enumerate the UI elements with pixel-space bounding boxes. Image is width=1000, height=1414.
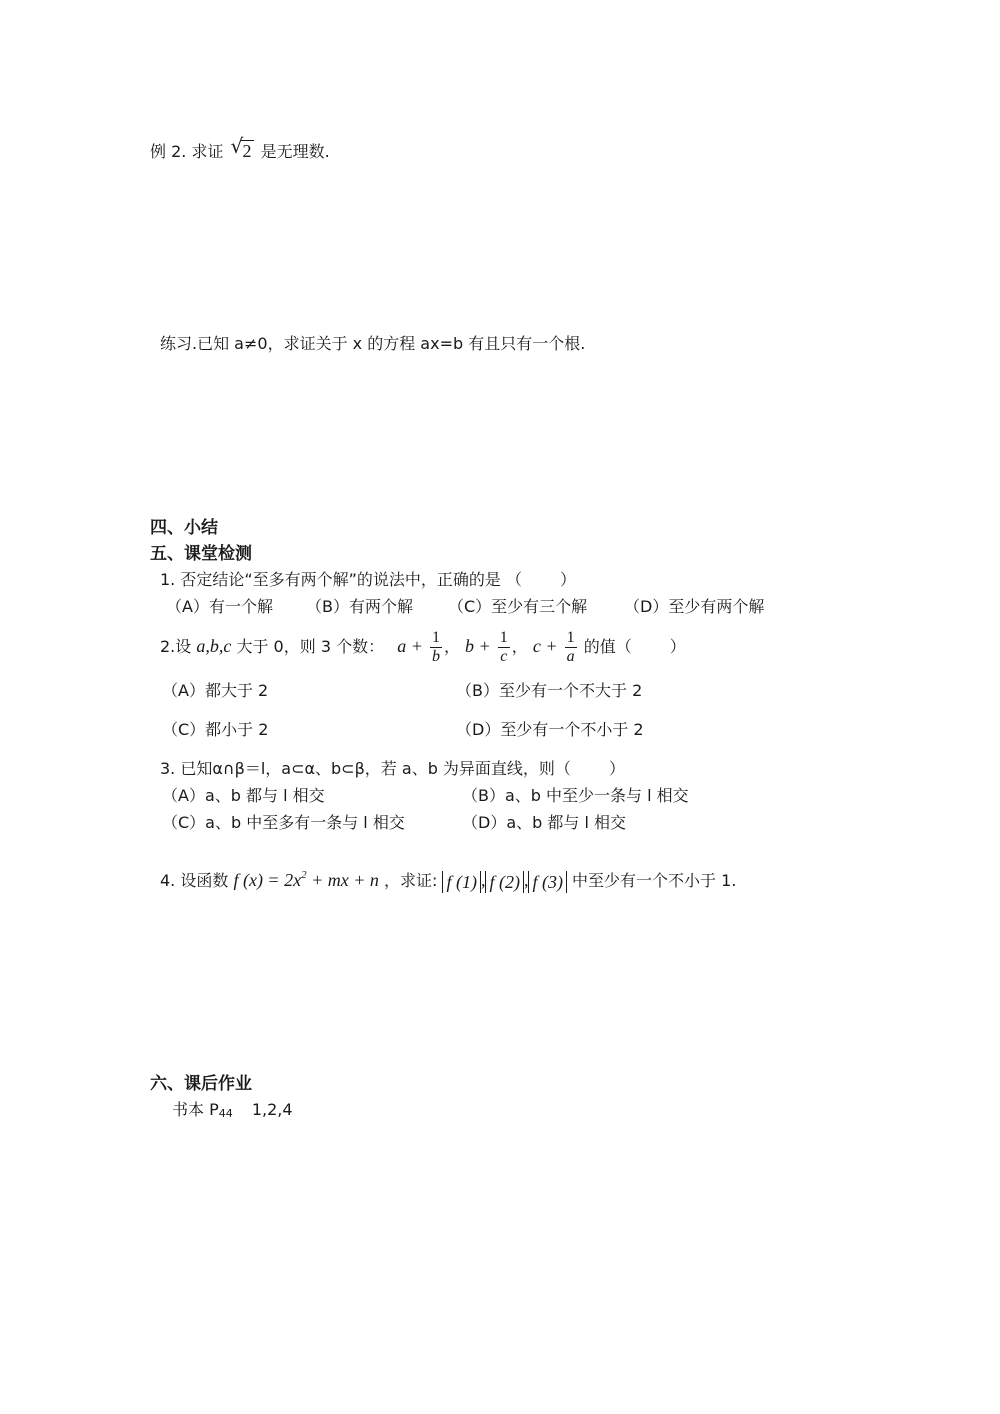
- question-2-stem: 2.设 a,b,c 大于 0，则 3 个数： a + $\frac{1}{b}$ ， b + $\frac{1}{c}$ ， c + $\frac{1}{a}$ 的值（ ）: [160, 629, 686, 665]
- homework-line: [172, 1100, 293, 1124]
- q3-option-a: （A）a、b 都与 l 相交: [162, 786, 325, 805]
- q2-term-2: b +: [465, 636, 491, 656]
- q4-abs-f1: f (1): [442, 871, 481, 893]
- example-2-prefix: 例 2. 求证: [150, 142, 224, 161]
- homework-page: 44: [218, 1107, 233, 1120]
- q2-lead: 2.设: [160, 637, 192, 656]
- q2-mid: 大于 0，则 3 个数：: [236, 637, 385, 656]
- q3-option-b: （B）a、b 中至少一条与 l 相交: [462, 786, 689, 805]
- homework-items: 1,2,4: [251, 1100, 293, 1119]
- q4-sep-1: ,: [480, 870, 486, 890]
- q1-option-b: （B）有两个解: [306, 597, 413, 616]
- question-4: [160, 860, 736, 896]
- q2-term-3: c +: [532, 636, 558, 656]
- section-5-title: 五、课堂检测: [150, 544, 252, 564]
- example-2-suffix: 是无理数.: [260, 142, 330, 161]
- q4-tail: 中至少有一个不小于 1.: [572, 871, 737, 890]
- q3-option-c: （C）a、b 中至多有一条与 l 相交: [162, 813, 405, 832]
- example-2: [150, 134, 330, 162]
- exercise-text: 练习.已知 a≠0，求证关于 x 的方程 ax=b 有且只有一个根.: [160, 334, 586, 353]
- q2-vars: a,b,c: [196, 636, 232, 656]
- question-3-close: ）: [608, 759, 625, 778]
- q4-mid: ，求证:: [383, 871, 438, 890]
- q4-lead: 4. 设函数: [160, 871, 229, 890]
- q1-option-c: （C）至少有三个解: [448, 597, 588, 616]
- sqrt-expression: [230, 134, 254, 162]
- q3-option-d: （D）a、b 都与 l 相交: [462, 813, 626, 832]
- q2-option-c: （C）都小于 2: [162, 720, 269, 739]
- question-1-close: ）: [560, 570, 577, 589]
- homework-book: 书本 P: [172, 1100, 219, 1119]
- q2-fraction-1: $\frac{1}{b}$: [431, 629, 440, 665]
- q4-abs-f2: f (2): [485, 871, 524, 893]
- q1-option-a: （A）有一个解: [166, 597, 273, 616]
- q4-abs-f3: f (3): [528, 871, 567, 893]
- q2-option-a: （A）都大于 2: [162, 681, 269, 700]
- q2-fraction-3: $\frac{1}{a}$: [566, 629, 575, 665]
- section-6-title: 六、课后作业: [150, 1074, 252, 1094]
- q2-option-d: （D）至少有一个不小于 2: [456, 720, 644, 739]
- q2-tail: 的值（: [583, 637, 632, 656]
- q2-close: ）: [669, 637, 686, 656]
- sqrt-radicand: 2: [242, 141, 252, 161]
- sqrt-sign: √: [230, 134, 244, 158]
- q2-term-1: a +: [397, 636, 423, 656]
- q4-function: f $(x) = 2x^2$ + mx + n: [233, 869, 379, 890]
- q2-fraction-2: $\frac{1}{c}$: [499, 629, 508, 665]
- question-3-text: 3. 已知α∩β＝l，a⊂α、b⊂β，若 a、b 为异面直线，则（: [160, 759, 571, 778]
- section-4-title: 四、小结: [150, 518, 218, 538]
- question-1-stem: [160, 570, 576, 590]
- q4-sep-2: ,: [523, 870, 529, 890]
- q1-option-d: （D）至少有两个解: [624, 597, 765, 616]
- question-3-stem: [160, 759, 625, 779]
- q2-option-b: （B）至少有一个不大于 2: [456, 681, 643, 700]
- question-1-text: 1. 否定结论“至多有两个解”的说法中，正确的是 （: [160, 570, 523, 589]
